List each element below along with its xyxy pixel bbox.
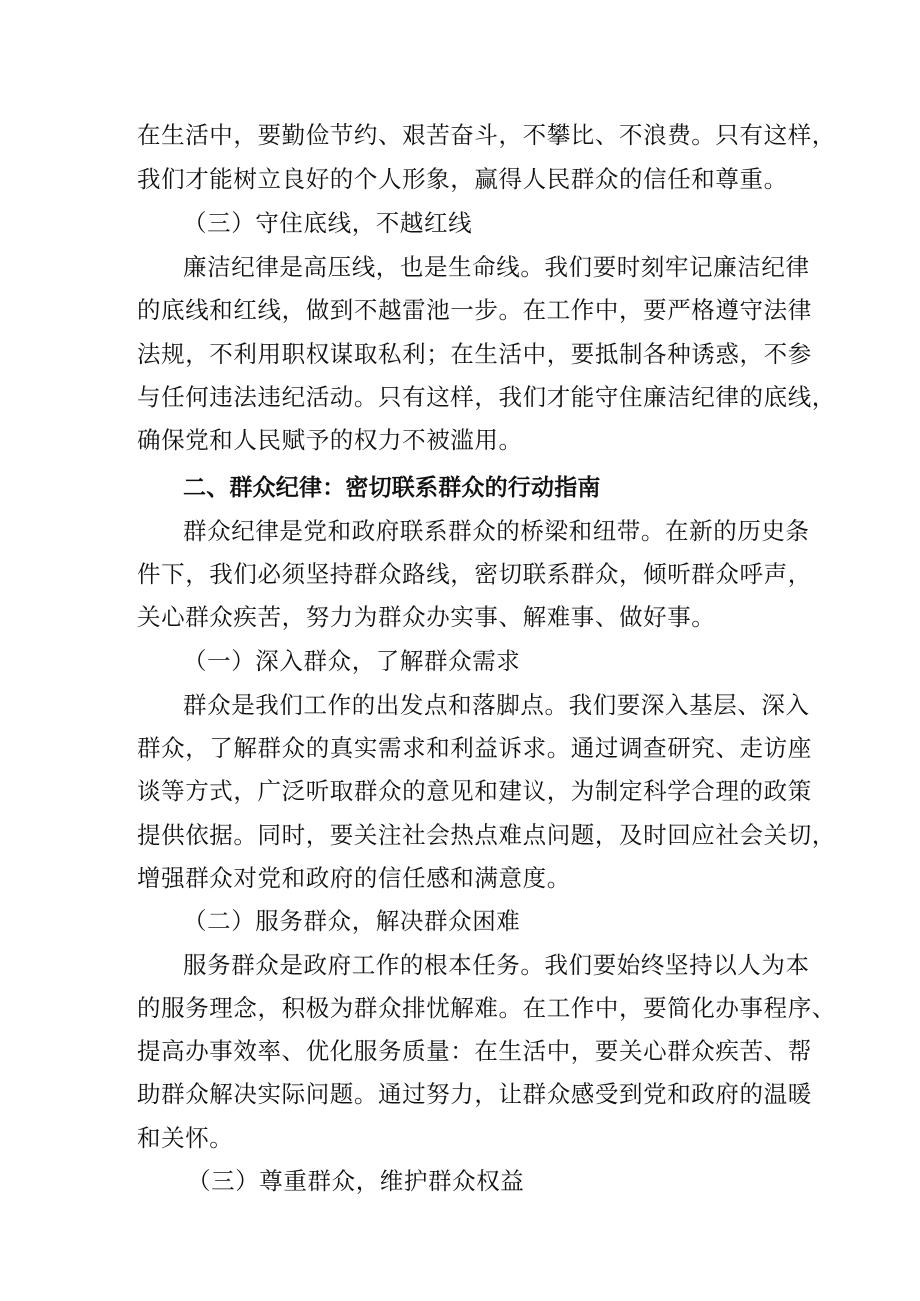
- paragraph-line: 提供依据。同时，要关注社会热点难点问题，及时回应社会关切，: [137, 821, 836, 849]
- paragraph-line: 群众纪律是党和政府联系群众的桥梁和纽带。在新的历史条: [183, 517, 810, 545]
- paragraph-line: 在生活中，要勤俭节约、艰苦奋斗，不攀比、不浪费。只有这样，: [137, 121, 836, 149]
- paragraph-line: 与任何违法违纪活动。只有这样，我们才能守住廉洁纪律的底线，: [137, 383, 836, 411]
- paragraph-line: 服务群众是政府工作的根本任务。我们要始终坚持以人为本: [183, 951, 810, 979]
- subheading-respect-masses: （三）尊重群众，维护群众权益: [187, 1167, 525, 1195]
- paragraph-line: 关心群众疾苦，努力为群众办实事、解难事、做好事。: [137, 603, 716, 631]
- paragraph-line: 助群众解决实际问题。通过努力，让群众感受到党和政府的温暖: [137, 1080, 812, 1108]
- paragraph-line: 我们才能树立良好的个人形象，赢得人民群众的信任和尊重。: [137, 165, 788, 193]
- subheading-go-deep: （一）深入群众，了解群众需求: [183, 647, 521, 675]
- paragraph-line: 的底线和红线，做到不越雷池一步。在工作中，要严格遵守法律: [137, 296, 812, 324]
- paragraph-line: 群众是我们工作的出发点和落脚点。我们要深入基层、深入: [183, 691, 810, 719]
- subheading-hold-bottom-line: （三）守住底线，不越红线: [183, 209, 473, 237]
- paragraph-line: 的服务理念，积极为群众排忧解难。在工作中，要简化办事程序、: [137, 994, 836, 1022]
- section-heading-mass-discipline: 二、群众纪律：密切联系群众的行动指南: [183, 475, 601, 501]
- paragraph-line: 群众，了解群众的真实需求和利益诉求。通过调查研究、走访座: [137, 734, 812, 762]
- paragraph-line: 廉洁纪律是高压线，也是生命线。我们要时刻牢记廉洁纪律: [183, 253, 810, 281]
- paragraph-line: 谈等方式，广泛听取群众的意见和建议，为制定科学合理的政策: [137, 777, 812, 805]
- paragraph-line: 提高办事效率、优化服务质量：在生活中，要关心群众疾苦、帮: [137, 1037, 812, 1065]
- subheading-serve-masses: （二）服务群众，解决群众困难: [183, 907, 521, 935]
- paragraph-line: 件下，我们必须坚持群众路线，密切联系群众，倾听群众呼声，: [137, 560, 812, 588]
- paragraph-line: 和关怀。: [137, 1124, 234, 1152]
- paragraph-line: 法规，不利用职权谋取私利；在生活中，要抵制各种诱惑，不参: [137, 340, 812, 368]
- paragraph-line: 确保党和人民赋予的权力不被滥用。: [137, 426, 523, 454]
- paragraph-line: 增强群众对党和政府的信任感和满意度。: [137, 864, 571, 892]
